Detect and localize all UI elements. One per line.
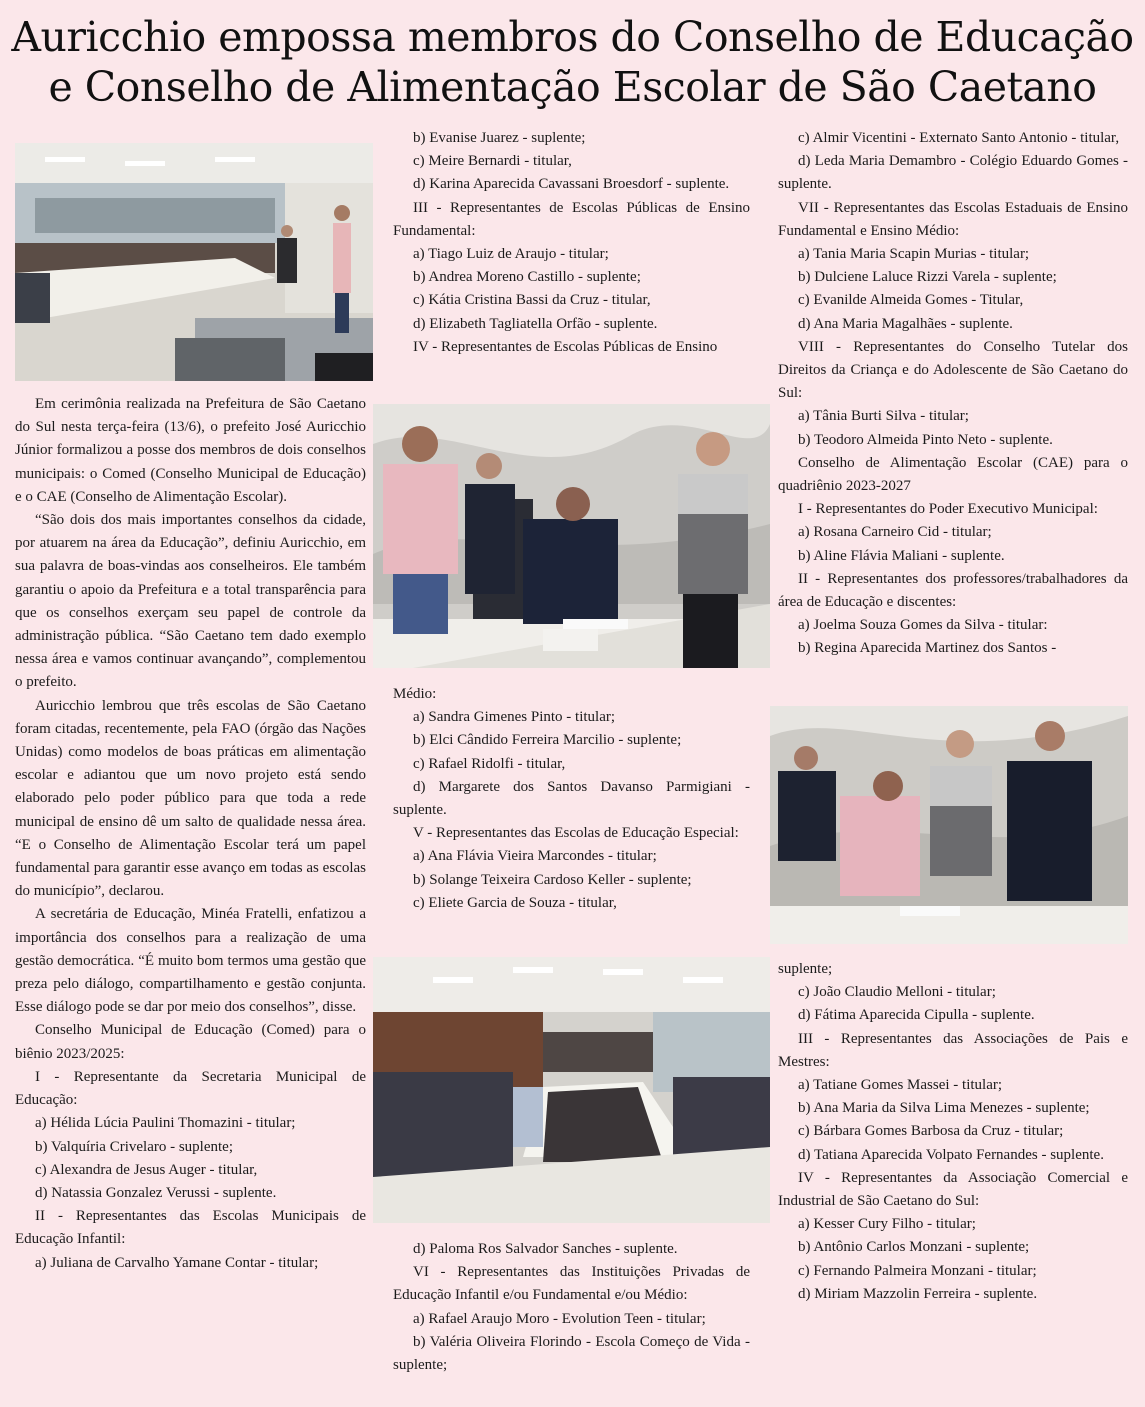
list-item: d) Ana Maria Magalhães - suplente. bbox=[798, 315, 1013, 332]
list-item: b) Ana Maria da Silva Lima Menezes - suplente; bbox=[798, 1100, 1090, 1117]
paragraph: A secretária de Educação, Minéa Fratelli, enfatizou a importância dos conselhos para a realização de uma gestão democrática. “É muito bom termos uma gestão que preza pelo diálogo, compartilhamento e gestão conjunta. Esse diálogo pode se dar por meio dos conselhos”, disse. bbox=[15, 906, 366, 1016]
list-item: a) Tânia Burti Silva - titular; bbox=[798, 408, 969, 425]
paragraph: VII - Representantes das Escolas Estaduais de Ensino Fundamental e Ensino Médio: bbox=[778, 199, 1128, 239]
list-item: b) Antônio Carlos Monzani - suplente; bbox=[798, 1239, 1030, 1256]
list-item: a) Hélida Lúcia Paulini Thomazini - titular; bbox=[35, 1115, 296, 1132]
paragraph: II - Representantes das Escolas Municipais de Educação Infantil: bbox=[15, 1208, 366, 1248]
paragraph: IV - Representantes da Associação Comercial e Industrial de São Caetano do Sul: bbox=[778, 1169, 1128, 1210]
list-item: a) Tania Maria Scapin Murias - titular; bbox=[798, 246, 1030, 263]
headline bbox=[0, 12, 1145, 112]
paragraph: Auricchio lembrou que três escolas de São Caetano foram citadas, recentemente, pela FAO (órgão das Nações Unidas) como modelos de boas práticas em alimentação escolar e adiantou que um novo projeto está sendo elaborado pelo poder público para que toda a rede municipal de ensino dê um salto de qualidade nessa área. “E o Conselho de Alimentação Escolar terá um papel fundamental para garantir esse avanço em todas as escolas do município”, declarou. bbox=[15, 697, 366, 900]
list-item: d) Tatiana Aparecida Volpato Fernandes - suplente. bbox=[798, 1146, 1104, 1163]
list-item: a) Kesser Cury Filho - titular; bbox=[798, 1216, 976, 1233]
list-item: d) Margarete dos Santos Davanso Parmigiani - suplente. bbox=[393, 778, 750, 819]
paragraph: Conselho de Alimentação Escolar (CAE) para o quadriênio 2023-2027 bbox=[778, 454, 1128, 495]
list-item: b) Dulciene Laluce Rizzi Varela - suplente; bbox=[798, 269, 1057, 286]
list-item: a) Tiago Luiz de Araujo - titular; bbox=[413, 246, 609, 263]
column-3-top bbox=[778, 127, 1128, 661]
list-item: c) Kátia Cristina Bassi da Cruz - titular, bbox=[413, 292, 651, 309]
list-item: b) Solange Teixeira Cardoso Keller - suplente; bbox=[413, 871, 692, 888]
list-item: suplente; bbox=[778, 961, 833, 977]
list-item: a) Rafael Araujo Moro - Evolution Teen - titular; bbox=[413, 1310, 706, 1327]
column-2-top bbox=[393, 127, 750, 359]
paragraph: III - Representantes das Associações de Pais e Mestres: bbox=[778, 1030, 1128, 1070]
paragraph: I - Representante da Secretaria Municipal de Educação: bbox=[15, 1068, 366, 1109]
list-item: b) Valquíria Crivelaro - suplente; bbox=[35, 1138, 234, 1155]
list-item: d) Miriam Mazzolin Ferreira - suplente. bbox=[798, 1285, 1038, 1302]
list-item: a) Juliana de Carvalho Yamane Contar - titular; bbox=[35, 1254, 319, 1271]
list-item: a) Joelma Souza Gomes da Silva - titular: bbox=[798, 617, 1048, 634]
list-item: b) Evanise Juarez - suplente; bbox=[413, 130, 586, 146]
list-item: b) Regina Aparecida Martinez dos Santos - bbox=[798, 640, 1057, 657]
photo-wide-meeting-room bbox=[373, 957, 770, 1223]
photo-signing-ceremony-2 bbox=[770, 706, 1128, 944]
column-2-bottom bbox=[393, 1238, 750, 1377]
list-item: b) Aline Flávia Maliani - suplente. bbox=[798, 547, 1005, 564]
paragraph: VIII - Representantes do Conselho Tutelar dos Direitos da Criança e do Adolescente de São Caetano do Sul: bbox=[778, 338, 1128, 402]
list-item: c) Meire Bernardi - titular, bbox=[413, 153, 572, 170]
list-item: c) Evanilde Almeida Gomes - Titular, bbox=[798, 292, 1024, 309]
list-item: a) Sandra Gimenes Pinto - titular; bbox=[413, 709, 616, 726]
headline-line-2: e Conselho de Alimentação Escolar de São Caetano bbox=[48, 63, 1097, 111]
list-item: b) Elci Cândido Ferreira Marcilio - suplente; bbox=[413, 732, 682, 749]
list-item: b) Valéria Oliveira Florindo - Escola Começo de Vida - suplente; bbox=[393, 1333, 750, 1374]
list-item: c) Bárbara Gomes Barbosa da Cruz - titular; bbox=[798, 1123, 1064, 1140]
list-item: a) Tatiane Gomes Massei - titular; bbox=[798, 1077, 1003, 1094]
list-item: c) Rafael Ridolfi - titular, bbox=[413, 755, 566, 772]
paragraph: I - Representantes do Poder Executivo Municipal: bbox=[798, 501, 1098, 518]
list-item: c) João Claudio Melloni - titular; bbox=[798, 984, 996, 1001]
list-item: d) Fátima Aparecida Cipulla - suplente. bbox=[798, 1007, 1035, 1024]
photo-signing-ceremony-1 bbox=[373, 404, 770, 668]
paragraph: II - Representantes dos professores/trabalhadores da área de Educação e discentes: bbox=[778, 570, 1128, 611]
column-3-bottom bbox=[778, 958, 1128, 1306]
list-item: a) Ana Flávia Vieira Marcondes - titular; bbox=[413, 848, 657, 865]
paragraph: Conselho Municipal de Educação (Comed) para o biênio 2023/2025: bbox=[15, 1022, 366, 1062]
paragraph: Médio: bbox=[393, 686, 437, 702]
paragraph: Em cerimônia realizada na Prefeitura de São Caetano do Sul nesta terça-feira (13/6), o prefeito José Auricchio Júnior formalizou a posse dos membros de dois conselhos municipais: o Comed (Conselho Municipal de Educação) e o CAE (Conselho de Alimentação Escolar). bbox=[15, 396, 366, 505]
paragraph: IV - Representantes de Escolas Públicas de Ensino bbox=[413, 338, 718, 355]
paragraph: III - Representantes de Escolas Públicas de Ensino Fundamental: bbox=[393, 199, 750, 239]
headline-line-1: Auricchio empossa membros do Conselho de Educação bbox=[11, 13, 1134, 61]
list-item: c) Fernando Palmeira Monzani - titular; bbox=[798, 1262, 1037, 1279]
list-item: d) Paloma Ros Salvador Sanches - suplente. bbox=[413, 1241, 678, 1257]
column-2-middle bbox=[393, 683, 750, 915]
paragraph: “São dois dos mais importantes conselhos da cidade, por atuarem na área da Educação”, definiu Auricchio, em sua palavra de boas-vindas aos conselheiros. Ele também garantiu o apoio da Prefeitura e a total transparência para que os conselhos exerçam seu papel de controle da administração pública. “São Caetano tem dado exemplo nessa área e vamos continuar avançando”, complementou o prefeito. bbox=[15, 512, 366, 691]
list-item: c) Almir Vicentini - Externato Santo Antonio - titular, bbox=[798, 130, 1120, 146]
column-1 bbox=[15, 393, 366, 1275]
photo-meeting-room-speaker bbox=[15, 143, 373, 381]
paragraph: V - Representantes das Escolas de Educação Especial: bbox=[413, 825, 739, 842]
list-item: b) Andrea Moreno Castillo - suplente; bbox=[413, 269, 641, 286]
list-item: d) Karina Aparecida Cavassani Broesdorf - suplente. bbox=[413, 176, 730, 193]
list-item: d) Elizabeth Tagliatella Orfão - suplente. bbox=[413, 315, 658, 332]
list-item: b) Teodoro Almeida Pinto Neto - suplente. bbox=[798, 431, 1053, 448]
list-item: a) Rosana Carneiro Cid - titular; bbox=[798, 524, 992, 541]
list-item: d) Natassia Gonzalez Verussi - suplente. bbox=[35, 1184, 277, 1201]
list-item: c) Eliete Garcia de Souza - titular, bbox=[413, 894, 617, 911]
list-item: d) Leda Maria Demambro - Colégio Eduardo Gomes - suplente. bbox=[778, 153, 1128, 193]
paragraph: VI - Representantes das Instituições Privadas de Educação Infantil e/ou Fundamental e/ou Médio: bbox=[393, 1264, 750, 1304]
list-item: c) Alexandra de Jesus Auger - titular, bbox=[35, 1161, 258, 1178]
